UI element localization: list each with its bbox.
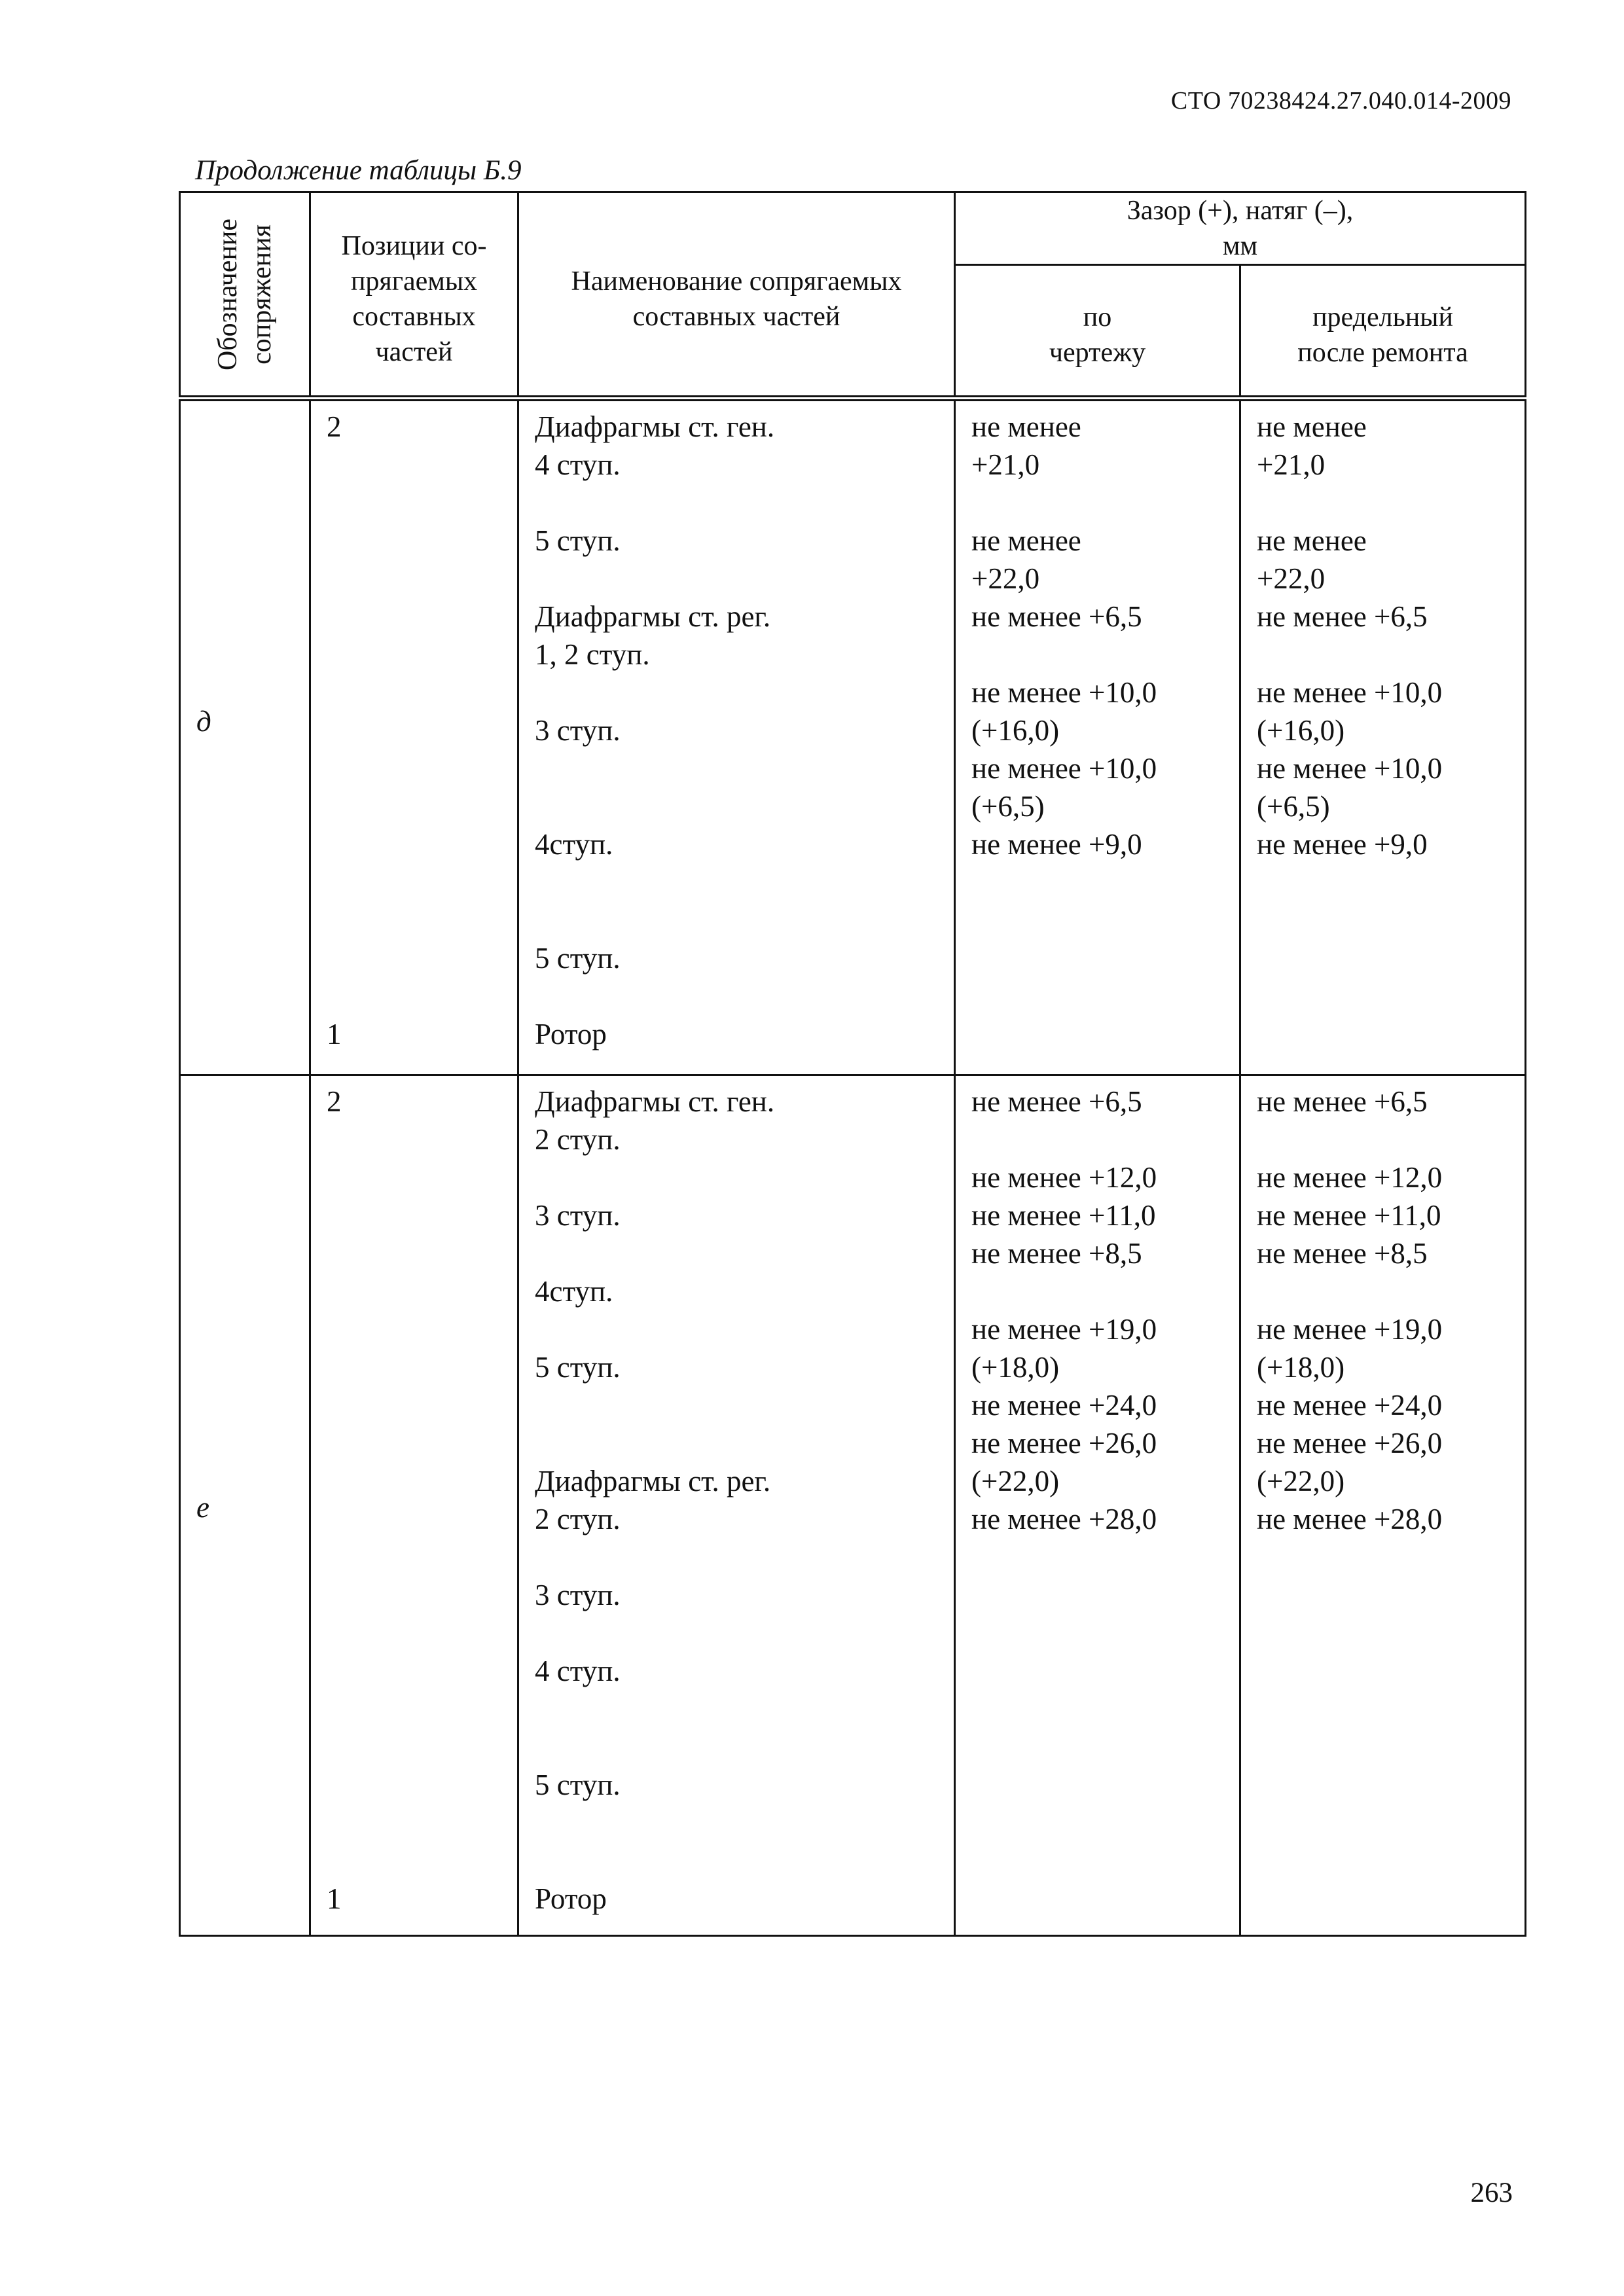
limit-cell	[1240, 1075, 1526, 1936]
cell-line	[1257, 636, 1525, 673]
cell-line	[535, 1234, 954, 1272]
cell-line	[1257, 1690, 1525, 1728]
cell-line: Диафрагмы ст. ген.	[535, 410, 775, 443]
header-limit-text: предельный после ремонта	[1297, 302, 1468, 368]
cell-line: 2	[327, 1085, 342, 1118]
cell-line	[535, 1310, 954, 1348]
cell-line: (+22,0)	[1257, 1465, 1345, 1498]
cell-line: не менее +26,0	[1257, 1427, 1443, 1460]
cell-line: (+16,0)	[971, 714, 1060, 747]
names-list	[519, 1076, 954, 1918]
cell-line	[327, 1728, 517, 1766]
cell-line	[535, 673, 954, 711]
cell-line	[535, 1424, 954, 1462]
cell-line: не менее +8,5	[971, 1237, 1142, 1270]
cell-line: 5 ступ.	[535, 1768, 621, 1801]
cell-line	[327, 1310, 517, 1348]
cell-line	[327, 711, 517, 749]
cell-line	[535, 1158, 954, 1196]
cell-line: не менее	[971, 524, 1081, 557]
cell-line	[535, 1690, 954, 1728]
limit-cell	[1240, 399, 1526, 1075]
cell-line	[327, 560, 517, 598]
cell-line	[535, 560, 954, 598]
cell-line: не менее +28,0	[1257, 1503, 1443, 1535]
cell-line	[327, 1196, 517, 1234]
cell-line: не менее +10,0	[1257, 676, 1443, 709]
cell-line: не менее +11,0	[1257, 1199, 1441, 1232]
cell-line	[971, 1121, 1239, 1158]
header-positions	[310, 192, 518, 399]
cell-line	[535, 749, 954, 787]
cell-line	[327, 1842, 517, 1880]
cell-line: 4 ступ.	[535, 448, 621, 481]
cell-line: не менее +10,0	[1257, 752, 1443, 785]
cell-line: 2	[327, 410, 342, 443]
cell-line	[327, 901, 517, 939]
cell-line	[535, 863, 954, 901]
cell-line	[327, 939, 517, 977]
cell-line	[327, 1766, 517, 1804]
cell-line	[535, 484, 954, 522]
cell-line: не менее +10,0	[971, 752, 1157, 785]
cell-line	[1257, 901, 1525, 939]
cell-line	[327, 787, 517, 825]
cell-line: не менее	[1257, 410, 1367, 443]
cell-line	[971, 1728, 1239, 1766]
cell-line: не менее +19,0	[971, 1313, 1157, 1346]
header-by-drawing	[955, 265, 1240, 399]
cell-line: Ротор	[535, 1882, 607, 1915]
cell-line: не менее +8,5	[1257, 1237, 1428, 1270]
cell-line	[1257, 1880, 1525, 1918]
cell-line: 3 ступ.	[535, 1579, 621, 1611]
cell-line: 1	[327, 1882, 342, 1915]
cell-line	[327, 598, 517, 636]
cell-line	[327, 825, 517, 863]
cell-line: (+6,5)	[1257, 790, 1330, 823]
cell-line	[327, 1538, 517, 1576]
cell-line	[327, 1121, 517, 1158]
cell-line	[327, 1690, 517, 1728]
cell-line: +22,0	[1257, 562, 1326, 595]
cell-line	[971, 1842, 1239, 1880]
table-row	[180, 1075, 1526, 1936]
table-caption: Продолжение таблицы Б.9	[195, 155, 522, 186]
cell-line	[971, 939, 1239, 977]
cell-line: не менее +6,5	[971, 1085, 1142, 1118]
cell-line	[971, 1766, 1239, 1804]
cell-line: не менее +24,0	[971, 1389, 1157, 1422]
positions-list	[311, 1076, 517, 1918]
cell-line	[971, 1804, 1239, 1842]
cell-line	[1257, 1015, 1525, 1053]
cell-line	[327, 1348, 517, 1386]
cell-line: не менее +19,0	[1257, 1313, 1443, 1346]
designation-label: д	[196, 705, 211, 738]
cell-line	[535, 1842, 954, 1880]
header-designation-line-1: Обозначение	[213, 218, 243, 370]
cell-line: Диафрагмы ст. рег.	[535, 1465, 771, 1498]
cell-line	[971, 1272, 1239, 1310]
designation-cell	[180, 1075, 310, 1936]
names-cell	[518, 399, 955, 1075]
cell-line: не менее +9,0	[1257, 828, 1428, 861]
cell-line	[1257, 1804, 1525, 1842]
cell-line	[1257, 1614, 1525, 1652]
positions-list	[311, 401, 517, 1053]
designation-label: е	[196, 1491, 209, 1524]
cell-line	[1257, 484, 1525, 522]
cell-line: 4 ступ.	[535, 1655, 621, 1687]
cell-line	[327, 1652, 517, 1690]
cell-line	[971, 1015, 1239, 1053]
cell-line: 4ступ.	[535, 1275, 613, 1308]
header-gap-text: Зазор (+), натяг (–), мм	[1127, 196, 1354, 261]
cell-line: Диафрагмы ст. рег.	[535, 600, 771, 633]
table-row	[180, 399, 1526, 1075]
cell-line: не менее +12,0	[1257, 1161, 1443, 1194]
header-gap	[955, 192, 1526, 265]
limit-list	[1241, 401, 1525, 1053]
cell-line: 1	[327, 1018, 342, 1050]
names-list	[519, 401, 954, 1053]
page-number: 263	[1470, 2178, 1513, 2208]
header-positions-text: Позиции со- прягаемых составных частей	[341, 231, 487, 367]
cell-line: не менее +6,5	[971, 600, 1142, 633]
cell-line: не менее +9,0	[971, 828, 1142, 861]
cell-line	[1257, 977, 1525, 1015]
cell-line	[327, 1386, 517, 1424]
cell-line	[327, 636, 517, 673]
cell-line: не менее +6,5	[1257, 600, 1428, 633]
cell-line	[327, 1272, 517, 1310]
cell-line	[327, 484, 517, 522]
cell-line: не менее +10,0	[971, 676, 1157, 709]
header-names-text: Наименование сопрягаемых составных частей	[571, 266, 902, 332]
designation-cell	[180, 399, 310, 1075]
cell-line: (+18,0)	[1257, 1351, 1345, 1384]
cell-line: не менее	[1257, 524, 1367, 557]
cell-line	[327, 1158, 517, 1196]
cell-line	[971, 1576, 1239, 1614]
cell-line: (+18,0)	[971, 1351, 1060, 1384]
cell-line	[1257, 1538, 1525, 1576]
cell-line: 2 ступ.	[535, 1503, 621, 1535]
cell-line: 4ступ.	[535, 828, 613, 861]
drawing-cell	[955, 1075, 1240, 1936]
header-by-drawing-text: по чертежу	[1049, 302, 1146, 368]
cell-line: +21,0	[1257, 448, 1326, 481]
cell-line	[327, 977, 517, 1015]
cell-line	[327, 522, 517, 560]
cell-line	[535, 977, 954, 1015]
cell-line	[971, 1614, 1239, 1652]
cell-line: (+22,0)	[971, 1465, 1060, 1498]
cell-line	[1257, 1728, 1525, 1766]
cell-line	[971, 901, 1239, 939]
cell-line: (+16,0)	[1257, 714, 1345, 747]
cell-line	[535, 1614, 954, 1652]
cell-line: 3 ступ.	[535, 1199, 621, 1232]
cell-line	[327, 1234, 517, 1272]
cell-line	[1257, 1121, 1525, 1158]
cell-line	[971, 1690, 1239, 1728]
drawing-cell	[955, 399, 1240, 1075]
cell-line	[327, 1500, 517, 1538]
cell-line	[1257, 1272, 1525, 1310]
drawing-list	[956, 1076, 1239, 1918]
cell-line	[1257, 939, 1525, 977]
document-code: СТО 70238424.27.040.014-2009	[1170, 87, 1511, 115]
cell-line	[971, 977, 1239, 1015]
cell-line	[1257, 1766, 1525, 1804]
cell-line: не менее	[971, 410, 1081, 443]
cell-line	[535, 1728, 954, 1766]
cell-line	[327, 1614, 517, 1652]
cell-line	[327, 1424, 517, 1462]
cell-line: 5 ступ.	[535, 1351, 621, 1384]
cell-line	[535, 901, 954, 939]
drawing-list	[956, 401, 1239, 1053]
cell-line	[327, 1804, 517, 1842]
cell-line	[327, 749, 517, 787]
cell-line	[327, 1576, 517, 1614]
limit-list	[1241, 1076, 1525, 1918]
cell-line: не менее +12,0	[971, 1161, 1157, 1194]
cell-line	[971, 1538, 1239, 1576]
cell-line: 2 ступ.	[535, 1123, 621, 1156]
cell-line	[971, 1652, 1239, 1690]
positions-cell	[310, 399, 518, 1075]
names-cell	[518, 1075, 955, 1936]
cell-line: +22,0	[971, 562, 1040, 595]
cell-line: не менее +11,0	[971, 1199, 1156, 1232]
cell-line: не менее +28,0	[971, 1503, 1157, 1535]
cell-line: не менее +26,0	[971, 1427, 1157, 1460]
header-names	[518, 192, 955, 399]
positions-cell	[310, 1075, 518, 1936]
cell-line	[327, 673, 517, 711]
cell-line	[1257, 863, 1525, 901]
clearance-table	[179, 191, 1526, 1937]
cell-line: 5 ступ.	[535, 524, 621, 557]
cell-line	[535, 1804, 954, 1842]
cell-line	[1257, 1576, 1525, 1614]
header-limit	[1240, 265, 1526, 399]
cell-line	[1257, 1652, 1525, 1690]
cell-line: 3 ступ.	[535, 714, 621, 747]
cell-line	[327, 863, 517, 901]
cell-line: Диафрагмы ст. ген.	[535, 1085, 775, 1118]
cell-line	[971, 1880, 1239, 1918]
cell-line	[535, 787, 954, 825]
cell-line: не менее +24,0	[1257, 1389, 1443, 1422]
cell-line: +21,0	[971, 448, 1040, 481]
header-designation-text	[211, 218, 279, 370]
cell-line: не менее +6,5	[1257, 1085, 1428, 1118]
cell-line: 5 ступ.	[535, 942, 621, 975]
cell-line	[971, 863, 1239, 901]
cell-line	[1257, 1842, 1525, 1880]
header-designation	[180, 192, 310, 399]
cell-line	[971, 484, 1239, 522]
cell-line	[327, 1462, 517, 1500]
cell-line: Ротор	[535, 1018, 607, 1050]
cell-line: (+6,5)	[971, 790, 1045, 823]
cell-line	[971, 636, 1239, 673]
cell-line: 1, 2 ступ.	[535, 638, 650, 671]
cell-line	[327, 446, 517, 484]
cell-line	[535, 1386, 954, 1424]
cell-line	[535, 1538, 954, 1576]
header-designation-line-2: сопряжения	[247, 224, 277, 365]
